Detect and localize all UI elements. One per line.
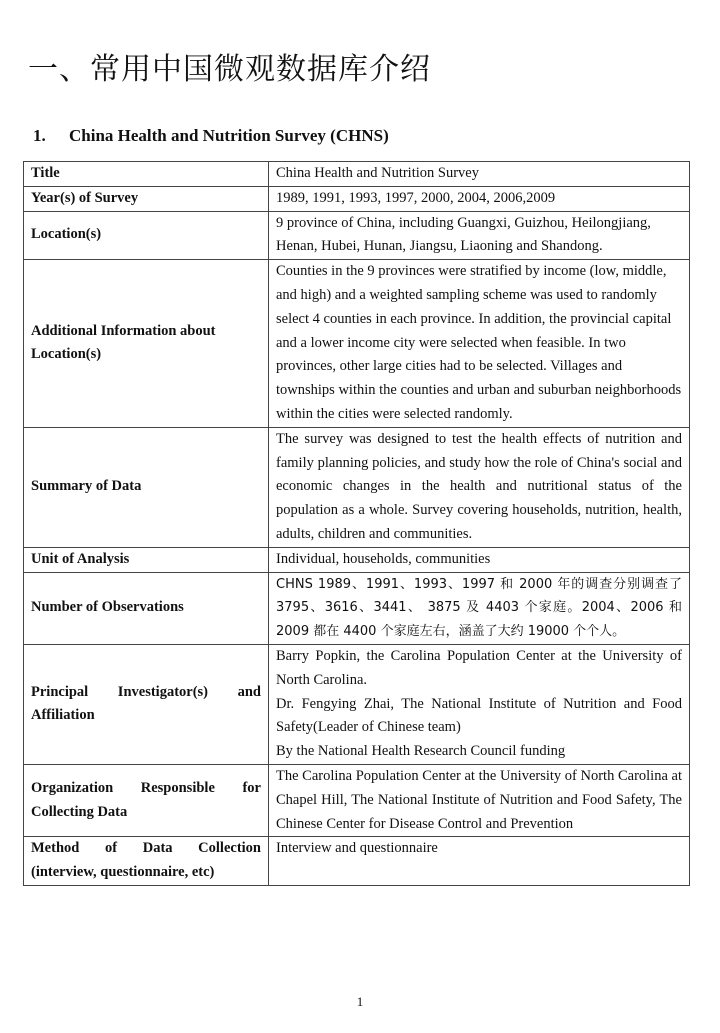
location-value: 9 province of China, including Guangxi, Guizhou, Heilongjiang, Henan, Hubei, Hunan, Jiangsu, Liaoning and Shandong. [269, 211, 690, 260]
additional-location-value: Counties in the 9 provinces were stratified by income (low, middle, and high) and a weighted sampling scheme was used to randomly select 4 counties in each province. In addition, the provincial capital and a lower income city were selected when feasible. In two provinces, other large cities had to be selected. Villages and townships within the counties and urban and suburban neighborhoods within the cities were selected randomly. [269, 260, 690, 428]
unit-label: Unit of Analysis [24, 547, 269, 572]
section-number: 1. [33, 126, 46, 145]
table-row-summary [24, 427, 690, 547]
table-row-method [24, 837, 690, 886]
investigator-line-2: Dr. Fengying Zhai, The National Institute of Nutrition and Food Safety(Leader of Chinese team) [276, 695, 682, 736]
table-row-observations [24, 572, 690, 644]
observations-value: CHNS 1989、1991、1993、1997 和 2000 年的调查分别调查了 3795、3616、3441、 3875 及 4403 个家庭。2004、2006 和 2009 都在 4400 个家庭左右，涵盖了大约 19000 个个人。 [269, 572, 690, 644]
table-row-investigator [24, 644, 690, 764]
page-number: 1 [356, 994, 364, 1009]
section-heading [33, 124, 389, 148]
title-value: China Health and Nutrition Survey [269, 162, 690, 187]
organization-label: Organization Responsible for Collecting Data [24, 764, 269, 836]
table-row-unit [24, 547, 690, 572]
investigator-line-1: Barry Popkin, the Carolina Population Center at the University of North Carolina. [276, 647, 682, 688]
survey-info-table [23, 161, 690, 886]
organization-value: The Carolina Population Center at the University of North Carolina at Chapel Hill, The National Institute of Nutrition and Food Safety, The Chinese Center for Disease Control and Prevention [269, 764, 690, 836]
years-label: Year(s) of Survey [24, 186, 269, 211]
additional-location-label: Additional Information about Location(s) [24, 260, 269, 428]
years-value: 1989, 1991, 1993, 1997, 2000, 2004, 2006,2009 [269, 186, 690, 211]
investigator-line-3: By the National Health Research Council funding [276, 743, 566, 760]
table-row-organization [24, 764, 690, 836]
table-row-title [24, 162, 690, 187]
location-label: Location(s) [24, 211, 269, 260]
method-label: Method of Data Collection (interview, questionnaire, etc) [24, 837, 269, 886]
method-value: Interview and questionnaire [269, 837, 690, 886]
page-title: 一、常用中国微观数据库介绍 [28, 52, 431, 87]
table-row-years [24, 186, 690, 211]
summary-label: Summary of Data [24, 427, 269, 547]
table-row-location [24, 211, 690, 260]
unit-value: Individual, households, communities [269, 547, 690, 572]
table-row-additional-location [24, 260, 690, 428]
title-label: Title [24, 162, 269, 187]
section-title: China Health and Nutrition Survey (CHNS) [69, 126, 389, 145]
investigator-label: Principal Investigator(s) and Affiliation [24, 644, 269, 764]
observations-label: Number of Observations [24, 572, 269, 644]
summary-value: The survey was designed to test the health effects of nutrition and family planning policies, and study how the role of China's social and economic changes in the health and nutritional status of the population as a whole. Survey covering households, nutrition, health, adults, children and communities. [269, 427, 690, 547]
investigator-value [269, 644, 690, 764]
